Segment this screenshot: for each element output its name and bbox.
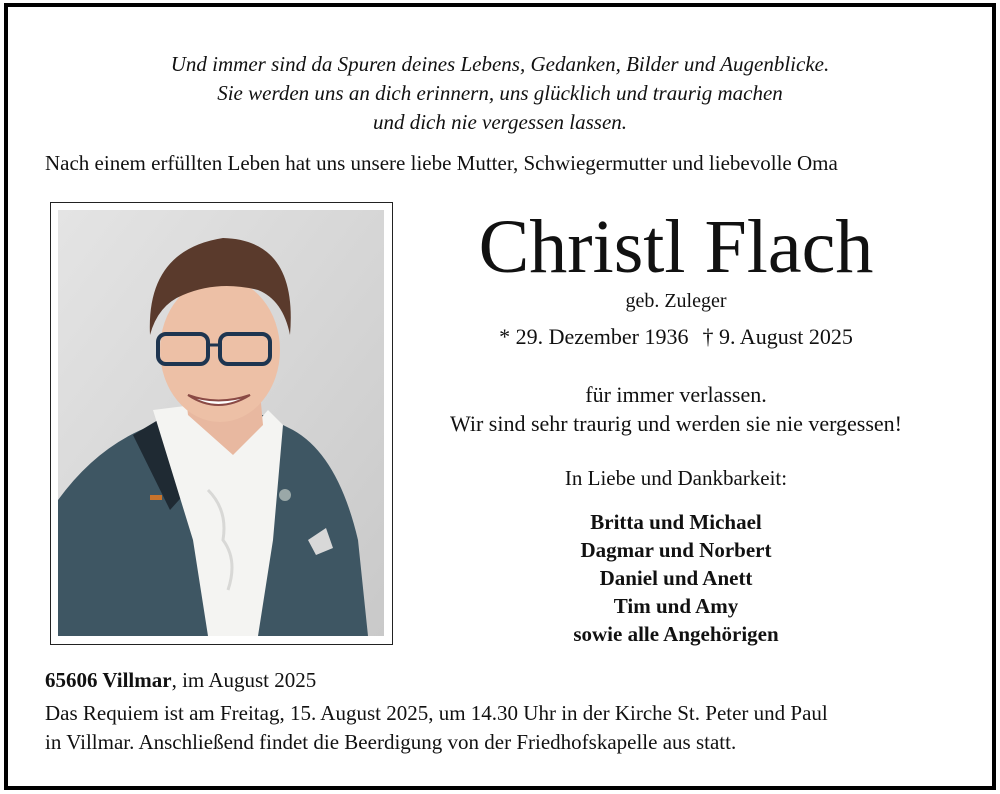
poem-line: und dich nie vergessen lassen. bbox=[372, 110, 628, 134]
poem bbox=[0, 50, 1000, 137]
requiem-info bbox=[45, 699, 828, 757]
mourner-entry: Tim und Amy bbox=[613, 594, 739, 618]
mourner-entry: sowie alle Angehörigen bbox=[573, 622, 779, 646]
message-line: Wir sind sehr traurig und werden sie nie vergessen! bbox=[449, 411, 903, 436]
requiem-line: in Villmar. Anschließend findet die Beerdigung von der Friedhofskapelle aus statt. bbox=[45, 730, 737, 754]
requiem-line: Das Requiem ist am Freitag, 15. August 2025, um 14.30 Uhr in der Kirche St. Peter und Paul bbox=[45, 701, 828, 725]
portrait-image bbox=[58, 210, 384, 636]
birth-date: * 29. Dezember 1936 bbox=[499, 324, 689, 349]
mourner-entry: Britta und Michael bbox=[590, 510, 762, 534]
poem-line: Sie werden uns an dich erinnern, uns glücklich und traurig machen bbox=[217, 81, 783, 105]
mourner-entry: Daniel und Anett bbox=[599, 566, 753, 590]
mourner-entry: Dagmar und Norbert bbox=[580, 538, 772, 562]
gratitude-line: In Liebe und Dankbarkeit: bbox=[564, 466, 788, 490]
mourners-list bbox=[400, 508, 952, 648]
life-dates bbox=[400, 324, 952, 350]
portrait-photo bbox=[58, 210, 384, 636]
deceased-name: Christl Flach bbox=[478, 205, 874, 289]
place-date bbox=[45, 668, 316, 693]
maiden-name: geb. Zuleger bbox=[625, 290, 727, 312]
intro-text: Nach einem erfüllten Leben hat uns unsere liebe Mutter, Schwiegermutter und liebevolle Oma bbox=[45, 151, 838, 175]
place-month: , im August 2025 bbox=[171, 668, 317, 692]
poem-line: Und immer sind da Spuren deines Lebens, Gedanken, Bilder und Augenblicke. bbox=[170, 52, 830, 76]
farewell-message bbox=[400, 380, 952, 438]
place-town: 65606 Villmar bbox=[45, 668, 172, 692]
death-date: † 9. August 2025 bbox=[702, 324, 853, 349]
message-line: für immer verlassen. bbox=[585, 382, 767, 407]
